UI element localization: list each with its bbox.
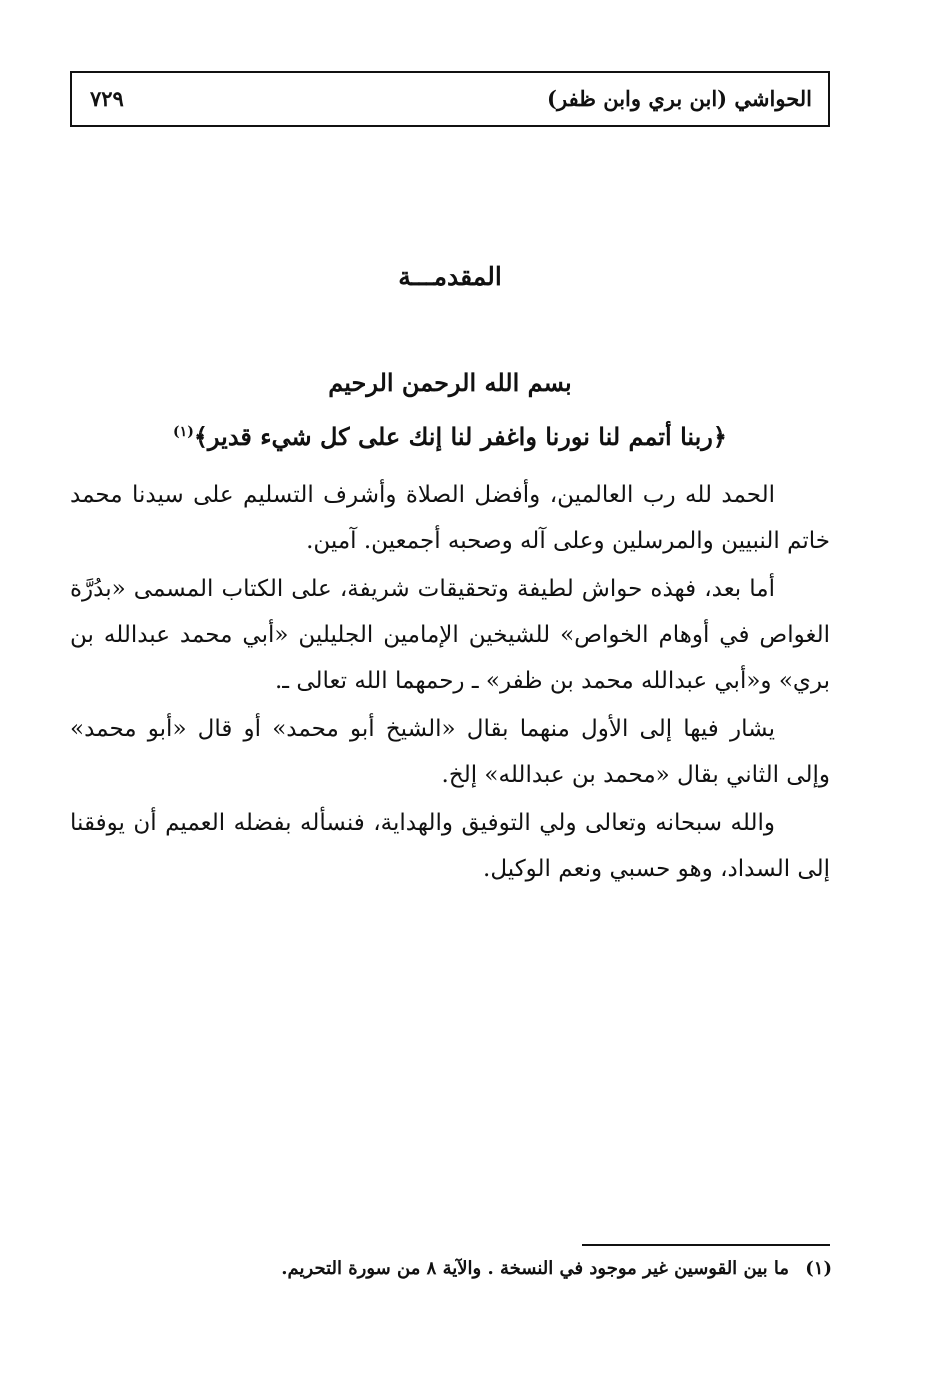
page-number: ٧٢٩ <box>90 86 124 111</box>
paragraph-notation: يشار فيها إلى الأول منهما بقال «الشيخ أبو محمد» أو قال «أبو محمد» وإلى الثاني بقال «محمد بن عبدالله» إلخ. <box>70 716 830 788</box>
verse-footnote-ref: (١) <box>173 424 194 440</box>
footnote <box>170 1258 832 1279</box>
paragraph-introduction: أما بعد، فهذه حواش لطيفة وتحقيقات شريفة، على الكتاب المسمى «بدُرَّة الغواص في أوهام الخواص» للشيخين الإمامين الجليلين «أبي محمد عبدالله بن بري» و«أبي عبدالله محمد بن ظفر» ـ رحمهما الله تعالى ـ. <box>70 576 830 694</box>
quranic-verse <box>70 422 830 451</box>
paragraph-praise: الحمد لله رب العالمين، وأفضل الصلاة وأشرف التسليم على سيدنا محمد خاتم النبيين والمرسلين وعلى آله وصحبه أجمعين. آمين. <box>70 482 830 554</box>
paragraph-closing: والله سبحانه وتعالى ولي التوفيق والهداية، فنسأله بفضله العميم أن يوفقنا إلى السداد، وهو حسبي ونعم الوكيل. <box>70 810 830 882</box>
footnote-marker: (١) <box>805 1258 832 1279</box>
verse-text: ﴿ربنا أتمم لنا نورنا واغفر لنا إنك على كل شيء قدير﴾ <box>193 422 727 451</box>
section-title: المقدمـــة <box>398 262 502 291</box>
running-header <box>70 71 830 127</box>
footnote-divider <box>582 1244 830 1246</box>
basmala: بسم الله الرحمن الرحيم <box>328 368 572 397</box>
running-header-title: الحواشي (ابن بري وابن ظفر) <box>547 86 812 111</box>
footnote-text: ما بين القوسين غير موجود في النسخة . والآية ٨ من سورة التحريم. <box>281 1258 789 1279</box>
